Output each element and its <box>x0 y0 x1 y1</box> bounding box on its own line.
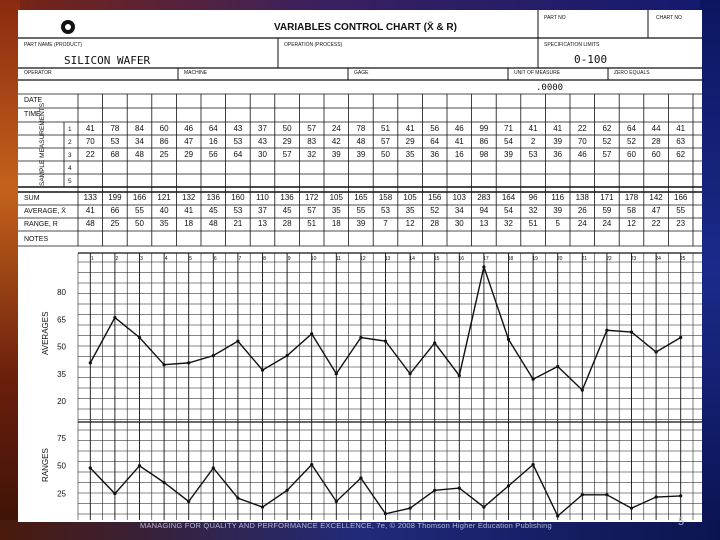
cell-average-15: 52 <box>430 206 440 215</box>
cell-sample2-13: 57 <box>381 137 390 146</box>
cell-sample1-25: 41 <box>676 124 686 133</box>
ranges-tick-75: 75 <box>57 433 66 443</box>
cell-sum-17: 283 <box>477 193 491 202</box>
averages-point-23 <box>630 330 633 333</box>
chart-title: VARIABLES CONTROL CHART (X̄ & R) <box>274 22 457 33</box>
control-chart-sheet <box>18 10 702 522</box>
averages-point-12 <box>359 336 362 339</box>
ranges-axis-label: RANGES <box>41 448 50 482</box>
ranges-tick-25: 25 <box>57 489 66 499</box>
averages-point-1 <box>89 361 92 364</box>
averages-point-7 <box>236 340 239 343</box>
averages-point-25 <box>679 336 682 339</box>
cell-range-18: 32 <box>504 219 513 228</box>
cell-sample2-8: 43 <box>258 137 267 146</box>
cell-sample1-2: 78 <box>110 124 120 133</box>
cell-sample2-17: 86 <box>479 137 489 146</box>
cell-range-14: 12 <box>405 219 415 228</box>
cell-average-5: 41 <box>184 206 194 215</box>
column-number-6: 6 <box>213 256 217 262</box>
cell-average-25: 55 <box>676 206 686 215</box>
gage-label: GAGE <box>354 70 369 76</box>
cell-sample2-6: 16 <box>208 137 218 146</box>
averages-point-16 <box>458 374 461 377</box>
cell-sum-6: 136 <box>206 193 220 202</box>
cell-range-10: 51 <box>307 219 317 228</box>
cell-sample1-20: 41 <box>553 124 563 133</box>
averages-tick-50: 50 <box>57 342 66 352</box>
cell-sum-25: 166 <box>674 193 688 202</box>
ranges-point-18 <box>507 484 510 487</box>
cell-sum-18: 164 <box>501 193 516 202</box>
cell-sample1-18: 71 <box>504 124 513 133</box>
cell-sample3-21: 46 <box>577 150 587 159</box>
date-row-label: DATE <box>24 97 43 104</box>
sample-measurements-label: SAMPLE MEASUREMENTS <box>39 102 46 186</box>
sample-number-5: 5 <box>68 178 72 185</box>
cell-sum-9: 136 <box>280 193 294 202</box>
column-number-13: 13 <box>384 256 391 262</box>
cell-average-1: 41 <box>85 206 95 215</box>
cell-range-3: 50 <box>135 219 144 228</box>
cell-sample2-2: 53 <box>110 137 120 146</box>
averages-tick-65: 65 <box>57 315 66 325</box>
sample-number-2: 2 <box>68 139 72 146</box>
averages-point-10 <box>310 332 313 335</box>
column-number-23: 23 <box>630 256 637 262</box>
cell-sum-2: 199 <box>108 193 122 202</box>
column-number-14: 14 <box>409 256 415 262</box>
cell-sample3-19: 53 <box>528 150 538 159</box>
ranges-point-12 <box>359 476 362 479</box>
averages-tick-35: 35 <box>57 369 66 379</box>
cell-range-24: 22 <box>651 219 661 228</box>
cell-sample1-4: 60 <box>159 124 169 133</box>
cell-sample2-1: 70 <box>85 137 95 146</box>
cell-range-4: 35 <box>159 219 169 228</box>
ranges-point-17 <box>482 505 485 508</box>
cell-average-14: 35 <box>405 206 415 215</box>
cell-sample1-24: 44 <box>651 124 661 133</box>
cell-sample2-12: 48 <box>356 137 366 146</box>
cell-sum-15: 156 <box>428 193 442 202</box>
cell-range-12: 39 <box>356 219 366 228</box>
unit-value: .0000 <box>536 83 564 93</box>
cell-sample2-16: 41 <box>454 137 464 146</box>
cell-sample3-6: 56 <box>208 150 218 159</box>
part-no-label: PART NO <box>544 15 566 21</box>
cell-range-11: 18 <box>331 219 341 228</box>
cell-sample2-19: 2 <box>530 137 536 146</box>
cell-sample1-23: 64 <box>627 124 636 133</box>
cell-sum-16: 103 <box>452 193 466 202</box>
range-row-label: RANGE, R <box>24 221 58 228</box>
cell-sample1-7: 43 <box>233 124 243 133</box>
cell-range-21: 24 <box>577 219 587 228</box>
cell-sample2-5: 47 <box>184 137 194 146</box>
cell-range-25: 23 <box>676 219 686 228</box>
cell-sample2-22: 52 <box>602 137 612 146</box>
cell-sample1-22: 62 <box>602 124 612 133</box>
cell-average-17: 94 <box>479 206 489 215</box>
cell-sum-11: 105 <box>329 193 343 202</box>
unit-label: UNIT OF MEASURE <box>514 70 561 76</box>
cell-sample2-24: 28 <box>651 137 661 146</box>
sample-number-4: 4 <box>68 165 72 172</box>
column-number-8: 8 <box>263 256 266 262</box>
column-number-4: 4 <box>164 256 168 262</box>
averages-point-2 <box>113 316 116 319</box>
cell-sample3-25: 62 <box>676 150 686 159</box>
cell-average-8: 37 <box>258 206 267 215</box>
cell-sum-13: 158 <box>378 193 393 202</box>
cell-average-18: 54 <box>504 206 513 215</box>
part-name-value: SILICON WAFER <box>64 54 151 67</box>
cell-sample2-10: 83 <box>307 137 317 146</box>
ranges-point-6 <box>212 466 215 469</box>
averages-point-19 <box>532 378 535 381</box>
averages-tick-20: 20 <box>57 396 66 406</box>
cell-sum-21: 138 <box>575 193 589 202</box>
averages-point-14 <box>409 372 412 375</box>
cell-sum-24: 142 <box>649 193 663 202</box>
cell-range-8: 13 <box>258 219 267 228</box>
ranges-tick-50: 50 <box>57 461 66 471</box>
spec-limits-value: 0-100 <box>574 53 608 66</box>
control-chart-svg <box>18 10 702 522</box>
ranges-point-22 <box>605 493 608 496</box>
cell-range-23: 12 <box>627 219 636 228</box>
cell-sample3-18: 39 <box>504 150 513 159</box>
ranges-point-10 <box>310 463 313 466</box>
ranges-point-14 <box>409 507 412 510</box>
cell-average-19: 32 <box>528 206 538 215</box>
cell-sample1-14: 41 <box>405 124 415 133</box>
cell-average-6: 45 <box>208 206 218 215</box>
column-number-21: 21 <box>581 256 588 262</box>
cell-sample1-10: 57 <box>307 124 317 133</box>
ranges-point-5 <box>187 500 190 503</box>
cell-sample1-21: 22 <box>577 124 587 133</box>
cell-average-20: 39 <box>553 206 563 215</box>
column-number-18: 18 <box>507 256 514 262</box>
operation-label: OPERATION (PROCESS) <box>284 42 343 48</box>
cell-sample1-13: 51 <box>381 124 390 133</box>
averages-point-21 <box>581 388 584 391</box>
cell-sample2-25: 63 <box>676 137 686 146</box>
cell-average-9: 45 <box>282 206 292 215</box>
cell-sample2-23: 52 <box>627 137 636 146</box>
averages-point-5 <box>187 361 190 364</box>
cell-sum-22: 171 <box>600 193 614 202</box>
slide-frame-right <box>700 0 720 540</box>
data-table-cells <box>84 124 688 228</box>
cell-average-23: 58 <box>627 206 636 215</box>
cell-average-24: 47 <box>651 206 661 215</box>
column-number-9: 9 <box>287 256 291 262</box>
ranges-point-23 <box>630 507 633 510</box>
chart-seal-icon <box>61 20 75 34</box>
cell-range-22: 24 <box>602 219 612 228</box>
cell-sample3-15: 36 <box>430 150 440 159</box>
cell-sum-12: 165 <box>354 193 368 202</box>
cell-sum-3: 166 <box>132 193 147 202</box>
column-number-3: 3 <box>140 256 143 262</box>
cell-range-19: 51 <box>528 219 538 228</box>
cell-average-3: 55 <box>135 206 144 215</box>
cell-sample1-8: 37 <box>258 124 267 133</box>
cell-sample3-17: 98 <box>479 150 489 159</box>
cell-range-6: 48 <box>208 219 218 228</box>
cell-sample3-7: 64 <box>233 150 243 159</box>
cell-sum-19: 96 <box>528 193 538 202</box>
slide-frame-left <box>0 0 20 540</box>
cell-sample3-3: 48 <box>135 150 144 159</box>
cell-sum-1: 133 <box>83 193 97 202</box>
cell-sample1-9: 50 <box>282 124 292 133</box>
ranges-point-13 <box>384 512 387 515</box>
sample-number-3: 3 <box>68 152 72 159</box>
averages-tick-80: 80 <box>57 288 66 298</box>
sum-row-label: SUM <box>24 195 40 202</box>
ranges-point-3 <box>138 464 141 467</box>
column-number-17: 17 <box>483 256 489 262</box>
cell-sample2-20: 39 <box>553 137 563 146</box>
ranges-point-15 <box>433 489 436 492</box>
column-number-24: 24 <box>655 256 661 262</box>
averages-point-17 <box>482 265 485 268</box>
column-number-19: 19 <box>532 256 538 262</box>
cell-range-16: 30 <box>454 219 464 228</box>
cell-average-10: 57 <box>307 206 317 215</box>
cell-sample2-9: 29 <box>282 137 292 146</box>
cell-average-22: 59 <box>602 206 612 215</box>
cell-sample3-1: 22 <box>85 150 95 159</box>
cell-average-21: 26 <box>577 206 587 215</box>
cell-sample1-3: 84 <box>135 124 144 133</box>
ranges-point-11 <box>335 500 338 503</box>
column-numbers <box>91 256 686 262</box>
ranges-point-9 <box>286 489 289 492</box>
cell-sample1-1: 41 <box>85 124 95 133</box>
cell-sample3-14: 35 <box>405 150 415 159</box>
ranges-point-4 <box>163 481 166 484</box>
cell-sum-4: 121 <box>157 193 171 202</box>
column-number-25: 25 <box>679 256 686 262</box>
cell-range-5: 18 <box>184 219 194 228</box>
averages-point-3 <box>138 336 141 339</box>
operator-label: OPERATOR <box>24 70 52 76</box>
cell-sample3-20: 36 <box>553 150 563 159</box>
cell-sample3-16: 16 <box>454 150 464 159</box>
averages-point-4 <box>163 363 166 366</box>
cell-sum-5: 132 <box>182 193 196 202</box>
averages-point-18 <box>507 338 510 341</box>
cell-range-1: 48 <box>85 219 95 228</box>
cell-sample2-18: 54 <box>504 137 513 146</box>
cell-sample3-4: 25 <box>159 150 169 159</box>
cell-sample2-21: 70 <box>577 137 587 146</box>
column-number-16: 16 <box>458 256 465 262</box>
cell-sample1-16: 46 <box>454 124 464 133</box>
cell-sample3-8: 30 <box>258 150 267 159</box>
cell-sum-14: 105 <box>403 193 417 202</box>
ranges-point-19 <box>532 463 535 466</box>
cell-sample1-6: 64 <box>208 124 218 133</box>
part-name-label: PART NAME (PRODUCT) <box>24 42 83 48</box>
column-number-20: 20 <box>556 256 563 262</box>
cell-range-9: 28 <box>282 219 292 228</box>
sample-number-1: 1 <box>68 126 72 133</box>
cell-average-16: 34 <box>454 206 464 215</box>
cell-sample3-13: 50 <box>381 150 390 159</box>
slide-caption: MANAGING FOR QUALITY AND PERFORMANCE EXCELLENCE, 7e, © 2008 Thomson Higher Education Publishing <box>140 521 552 530</box>
cell-sum-20: 116 <box>551 193 565 202</box>
averages-point-24 <box>655 350 658 353</box>
cell-sample2-11: 42 <box>331 137 341 146</box>
averages-point-11 <box>335 372 338 375</box>
cell-range-20: 5 <box>555 219 560 228</box>
ranges-point-21 <box>581 493 584 496</box>
column-number-10: 10 <box>310 256 317 262</box>
cell-range-17: 13 <box>479 219 489 228</box>
cell-sum-7: 160 <box>231 193 245 202</box>
averages-point-6 <box>212 354 215 357</box>
cell-sample1-15: 56 <box>430 124 440 133</box>
column-number-12: 12 <box>360 256 366 262</box>
ranges-point-1 <box>89 466 92 469</box>
cell-sample1-19: 41 <box>528 124 538 133</box>
averages-point-22 <box>605 329 608 332</box>
averages-point-13 <box>384 340 387 343</box>
cell-average-4: 40 <box>159 206 169 215</box>
averages-tick-labels <box>57 288 66 406</box>
cell-average-11: 35 <box>331 206 341 215</box>
cell-sample3-23: 60 <box>627 150 636 159</box>
cell-sample2-14: 29 <box>405 137 415 146</box>
cell-sample1-17: 99 <box>479 124 489 133</box>
average-row-label: AVERAGE, X̄ <box>24 208 66 215</box>
cell-sample2-4: 86 <box>159 137 169 146</box>
zero-equals-label: ZERO EQUALS <box>614 70 650 76</box>
cell-sample2-15: 64 <box>430 137 440 146</box>
averages-point-8 <box>261 369 264 372</box>
cell-sample3-9: 57 <box>282 150 292 159</box>
spec-limits-label: SPECIFICATION LIMITS <box>544 42 600 48</box>
ranges-point-24 <box>655 495 658 498</box>
cell-range-2: 25 <box>110 219 120 228</box>
cell-sample1-12: 78 <box>356 124 366 133</box>
chart-no-label: CHART NO <box>656 15 682 21</box>
machine-label: MACHINE <box>184 70 208 76</box>
cell-sum-23: 178 <box>624 193 639 202</box>
cell-range-7: 21 <box>233 219 243 228</box>
cell-sample3-11: 39 <box>331 150 341 159</box>
column-number-7: 7 <box>238 256 242 262</box>
cell-sample2-3: 34 <box>135 137 144 146</box>
ranges-point-2 <box>113 492 116 495</box>
ranges-point-20 <box>556 514 559 517</box>
cell-sample1-11: 24 <box>331 124 341 133</box>
cell-sample3-24: 60 <box>651 150 661 159</box>
notes-row-label: NOTES <box>24 236 49 243</box>
ranges-point-16 <box>458 486 461 489</box>
column-number-15: 15 <box>433 256 440 262</box>
averages-point-15 <box>433 341 436 344</box>
cell-sum-10: 172 <box>305 193 319 202</box>
cell-average-12: 55 <box>356 206 366 215</box>
cell-sum-8: 110 <box>256 193 269 202</box>
cell-sample3-5: 29 <box>184 150 194 159</box>
ranges-point-7 <box>236 497 239 500</box>
slide-page-number: 5 <box>678 516 685 528</box>
column-number-2: 2 <box>115 256 119 262</box>
averages-point-9 <box>286 354 289 357</box>
averages-point-20 <box>556 365 559 368</box>
plot-grid <box>78 253 702 520</box>
averages-axis-label: AVERAGES <box>41 311 50 355</box>
time-row-label: TIME <box>24 111 41 118</box>
cell-range-15: 28 <box>430 219 440 228</box>
column-number-22: 22 <box>606 256 612 262</box>
cell-sample3-12: 39 <box>356 150 366 159</box>
column-number-5: 5 <box>189 256 193 262</box>
cell-sample3-10: 32 <box>307 150 317 159</box>
ranges-point-25 <box>679 494 682 497</box>
cell-average-7: 53 <box>233 206 243 215</box>
column-number-1: 1 <box>90 256 94 262</box>
cell-average-13: 53 <box>381 206 390 215</box>
ranges-point-8 <box>261 505 264 508</box>
cell-range-13: 7 <box>383 219 388 228</box>
cell-sample3-2: 68 <box>110 150 120 159</box>
ranges-tick-labels <box>57 434 66 499</box>
column-number-11: 11 <box>335 256 341 262</box>
cell-sample2-7: 53 <box>233 137 243 146</box>
cell-average-2: 66 <box>110 206 120 215</box>
cell-sample1-5: 46 <box>184 124 194 133</box>
cell-sample3-22: 57 <box>602 150 612 159</box>
